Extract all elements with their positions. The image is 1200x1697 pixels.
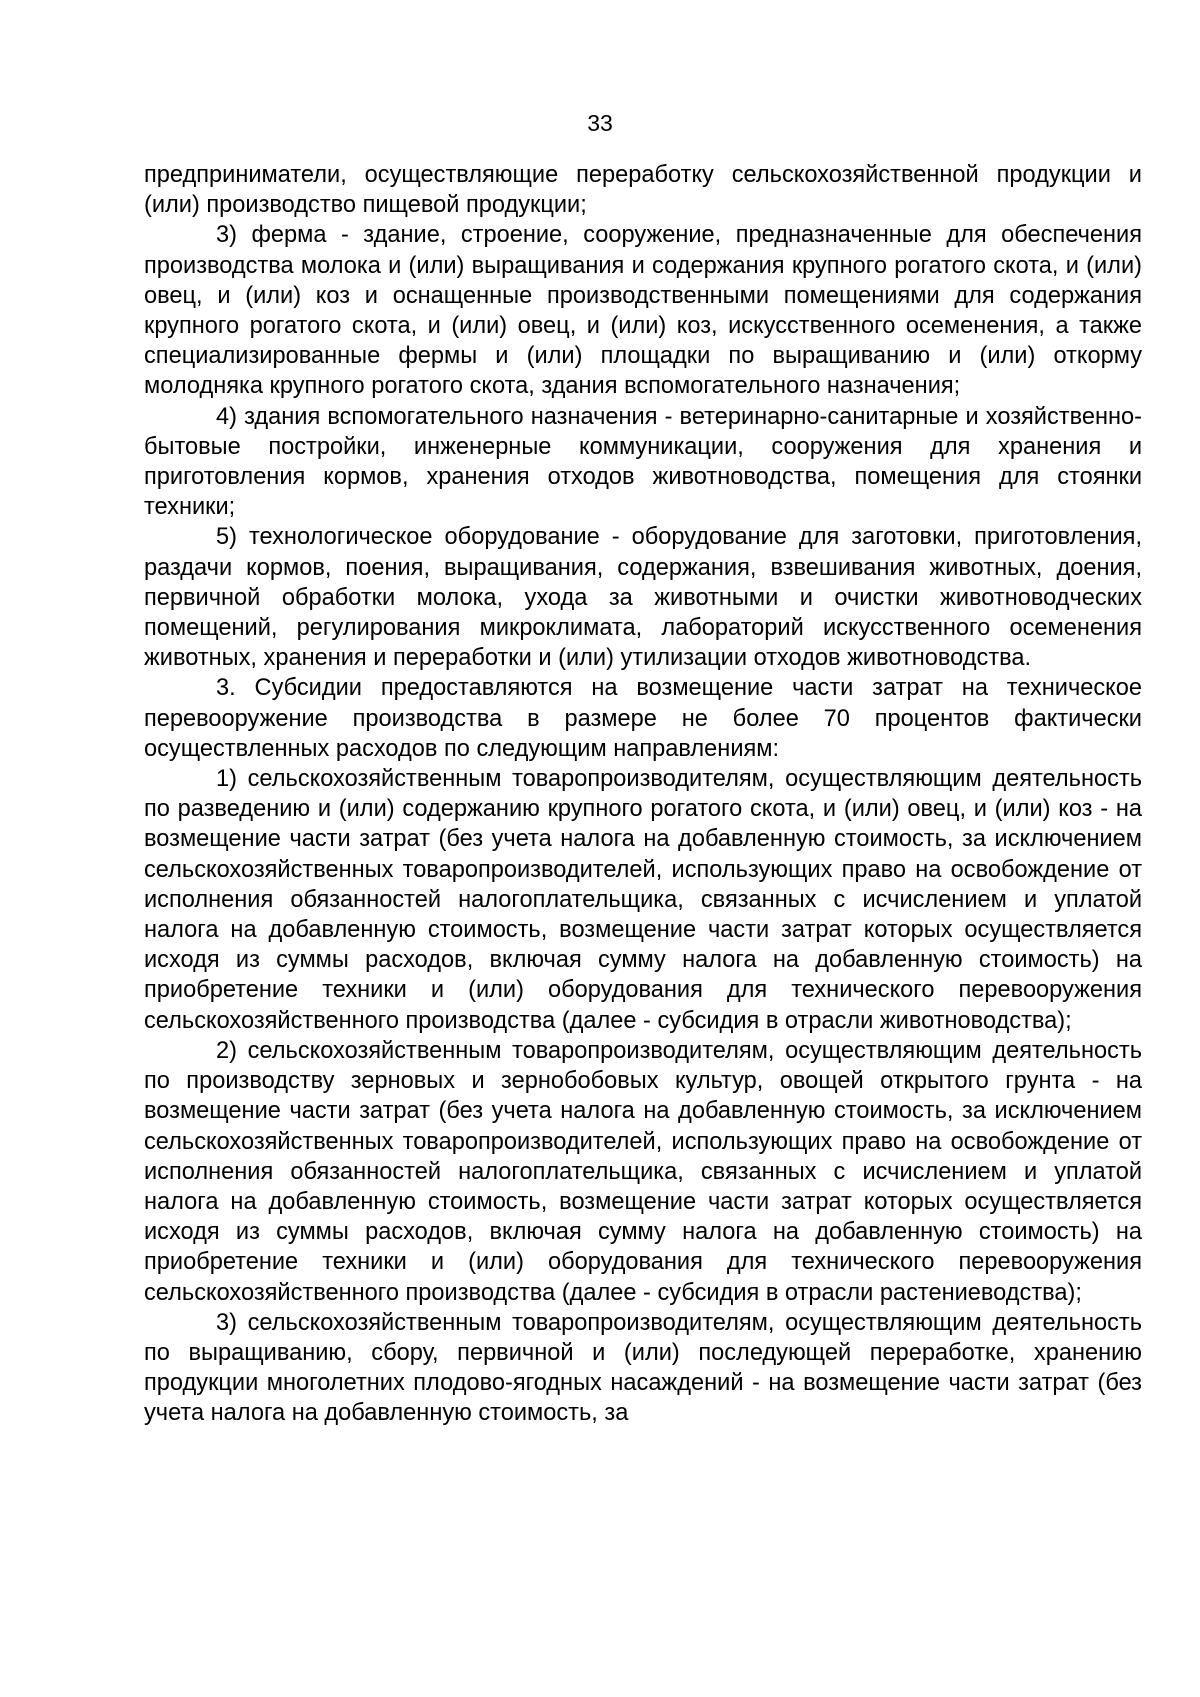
- paragraph: 3) ферма - здание, строение, сооружение, предназначенные для обеспечения производства молока и (или) выращивания и содержания крупного рогатого скота, и (или) овец, и (или) коз и оснащенные производственными помещениями для содержания крупного рогатого скота, и (или) овец, и (или) коз, искусственного осеменения, а также специализированные фермы и (или) площадки по выращиванию и (или) откорму молодняка крупного рогатого скота, здания вспомогательного назначения;: [144, 222, 1142, 400]
- paragraph: 3) сельскохозяйственным товаропроизводителям, осуществляющим деятельность по выращиванию, сбору, первичной и (или) последующей переработке, хранению продукции многолетних плодово-ягодных насаждений - на возмещение части затрат (без учета налога на добавленную стоимость, за: [144, 1309, 1142, 1427]
- document-body: [144, 160, 1142, 1429]
- paragraph: 1) сельскохозяйственным товаропроизводителям, осуществляющим деятельность по разведению и (или) содержанию крупного рогатого скота, и (или) овец, и (или) коз - на возмещение части затрат (без учета налога на добавленную стоимость, за исключением сельскохозяйственных товаропроизводителей, использующих право на освобождение от исполнения обязанностей налогоплательщика, связанных с исчислением и уплатой налога на добавленную стоимость, возмещение части затрат которых осуществляется исходя из суммы расходов, включая сумму налога на добавленную стоимость) на приобретение техники и (или) оборудования для технического перевооружения сельскохозяйственного производства (далее - субсидия в отрасли животноводства);: [144, 766, 1142, 1034]
- paragraph: предприниматели, осуществляющие переработку сельскохозяйственной продукции и (или) производство пищевой продукции;: [144, 162, 1142, 219]
- paragraph: 3. Субсидии предоставляются на возмещение части затрат на техническое перевооружение производства в размере не более 70 процентов фактически осуществленных расходов по следующим направлениям:: [144, 675, 1142, 762]
- paragraph: 4) здания вспомогательного назначения - ветеринарно-санитарные и хозяйственно-бытовые постройки, инженерные коммуникации, сооружения для хранения и приготовления кормов, хранения отходов животноводства, помещения для стоянки техники;: [144, 403, 1142, 521]
- paragraph: 5) технологическое оборудование - оборудование для заготовки, приготовления, раздачи кормов, поения, выращивания, содержания, взвешивания животных, доения, первичной обработки молока, ухода за животными и очистки животноводческих помещений, регулирования микроклимата, лабораторий искусственного осеменения животных, хранения и переработки и (или) утилизации отходов животноводства.: [144, 524, 1142, 672]
- paragraph: 2) сельскохозяйственным товаропроизводителям, осуществляющим деятельность по производству зерновых и зернобобовых культур, овощей открытого грунта - на возмещение части затрат (без учета налога на добавленную стоимость, за исключением сельскохозяйственных товаропроизводителей, использующих право на освобождение от исполнения обязанностей налогоплательщика, связанных с исчислением и уплатой налога на добавленную стоимость, возмещение части затрат которых осуществляется исходя из суммы расходов, включая сумму налога на добавленную стоимость) на приобретение техники и (или) оборудования для технического перевооружения сельскохозяйственного производства (далее - субсидия в отрасли растениеводства);: [144, 1037, 1142, 1306]
- page-number: 33: [587, 110, 613, 136]
